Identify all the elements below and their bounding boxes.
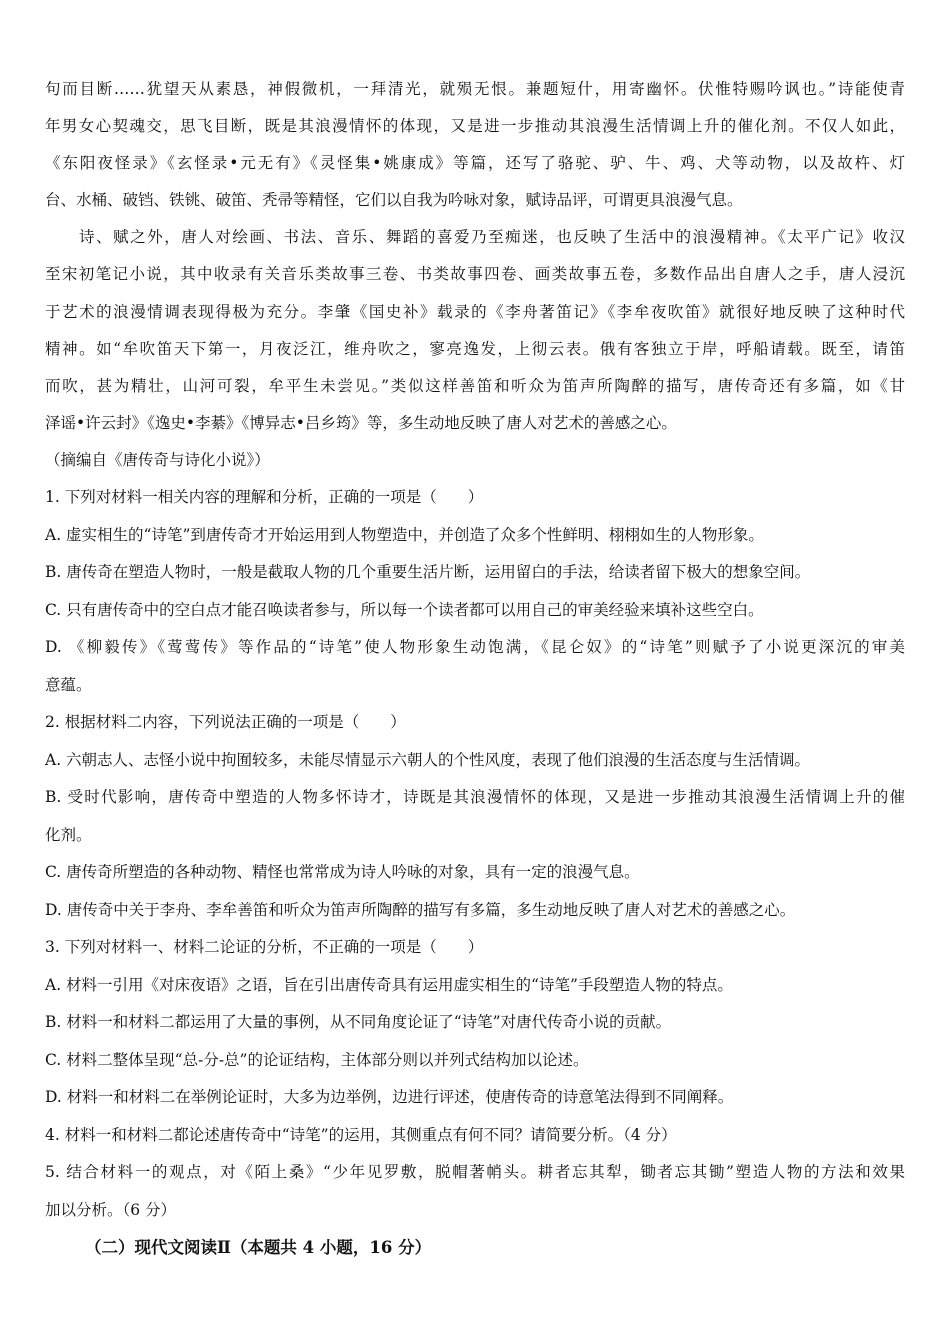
source-citation: （摘编自《唐传奇与诗化小说》） (45, 451, 270, 469)
question-1-option-d-cont: 意蕴。 (45, 676, 92, 694)
question-2-stem: 2. 根据材料二内容，下列说法正确的一项是（ ） (45, 713, 406, 731)
question-3-option-b: B. 材料一和材料二都运用了大量的事例，从不同角度论证了“诗笔”对唐代传奇小说的贡献。 (45, 1013, 672, 1031)
passage-line: 泽谣•许云封》《逸史•李綦》《博异志•吕乡筠》等，多生动地反映了唐人对艺术的善感之心。 (45, 414, 677, 432)
question-2-option-b: B. 受时代影响，唐传奇中塑造的人物多怀诗才，诗既是其浪漫情怀的体现，又是进一步推动其浪漫生活情调上升的催 (45, 788, 905, 806)
passage-line: 至宋初笔记小说，其中收录有关音乐类故事三卷、书类故事四卷、画类故事五卷，多数作品出自唐人之手，唐人浸沉 (45, 265, 905, 283)
question-3-option-d: D. 材料一和材料二在举例论证时，大多为边举例，边进行评述，使唐传奇的诗意笔法得到不同阐释。 (45, 1088, 734, 1106)
question-1-option-a: A. 虚实相生的“诗笔”到唐传奇才开始运用到人物塑造中，并创造了众多个性鲜明、栩栩如生的人物形象。 (45, 526, 764, 544)
passage-line: 诗、赋之外，唐人对绘画、书法、音乐、舞蹈的喜爱乃至痴迷，也反映了生活中的浪漫精神。《太平广记》收汉 (79, 228, 905, 246)
question-5-cont: 加以分析。（6 分） (45, 1201, 177, 1219)
question-2-option-b-cont: 化剂。 (45, 826, 92, 844)
passage-line: 《东阳夜怪录》《玄怪录•元无有》《灵怪集•姚康成》等篇，还写了骆驼、驴、牛、鸡、犬等动物，以及故杵、灯 (45, 154, 905, 172)
question-1-option-c: C. 只有唐传奇中的空白点才能召唤读者参与，所以每一个读者都可以用自己的审美经验来填补这些空白。 (45, 601, 764, 619)
passage-line: 台、水桶、破铛、铁铫、破笛、秃帚等精怪，它们以自我为吟咏对象，赋诗品评，可谓更具浪漫气息。 (45, 191, 743, 209)
passage-line: 于艺术的浪漫情调表现得极为充分。李肇《国史补》载录的《李舟著笛记》《李牟夜吹笛》就很好地反映了这种时代 (45, 303, 905, 321)
question-5: 5. 结合材料一的观点，对《陌上桑》“少年见罗敷，脱帽著帩头。耕者忘其犁，锄者忘其锄”塑造人物的方法和效果 (45, 1163, 905, 1181)
question-1-stem: 1. 下列对材料一相关内容的理解和分析，正确的一项是（ ） (45, 488, 484, 506)
question-3-stem: 3. 下列对材料一、材料二论证的分析，不正确的一项是（ ） (45, 938, 484, 956)
question-3-option-c: C. 材料二整体呈现“总-分-总”的论证结构，主体部分则以并列式结构加以论述。 (45, 1051, 589, 1069)
passage-line: 而吹，甚为精壮，山河可裂，牟平生未尝见。”类似这样善笛和听众为笛声所陶醉的描写，唐传奇还有多篇，如《甘 (45, 377, 905, 395)
passage-line: 句而目断……犹望天从素恳，神假微机，一拜清光，就殒无恨。兼题短什，用寄幽怀。伏惟特赐吟讽也。”诗能使青 (45, 80, 905, 98)
question-1-option-b: B. 唐传奇在塑造人物时，一般是截取人物的几个重要生活片断，运用留白的手法，给读者留下极大的想象空间。 (45, 563, 811, 581)
question-2-option-a: A. 六朝志人、志怪小说中拘囿较多，未能尽情显示六朝人的个性风度，表现了他们浪漫的生活态度与生活情调。 (45, 751, 811, 769)
question-3-option-a: A. 材料一引用《对床夜语》之语，旨在引出唐传奇具有运用虚实相生的“诗笔”手段塑造人物的特点。 (45, 976, 733, 994)
question-2-option-d: D. 唐传奇中关于李舟、李牟善笛和听众为笛声所陶醉的描写有多篇，多生动地反映了唐人对艺术的善感之心。 (45, 901, 796, 919)
question-2-option-c: C. 唐传奇所塑造的各种动物、精怪也常常成为诗人吟咏的对象，具有一定的浪漫气息。 (45, 863, 640, 881)
question-1-option-d: D. 《柳毅传》《莺莺传》等作品的“诗笔”使人物形象生动饱满，《昆仑奴》的“诗笔”则赋予了小说更深沉的审美 (45, 638, 905, 656)
question-4: 4. 材料一和材料二都论述唐传奇中“诗笔”的运用，其侧重点有何不同？请简要分析。（4 分） (45, 1126, 677, 1144)
passage-line: 年男女心契魂交，思飞目断，既是其浪漫情怀的体现，又是进一步推动其浪漫生活情调上升的催化剂。不仅人如此， (45, 117, 905, 135)
section-heading: （二）现代文阅读Ⅱ（本题共 4 小题，16 分） (85, 1238, 432, 1257)
passage-line: 精神。如“牟吹笛天下第一，月夜泛江，维舟吹之，寥亮逸发，上彻云表。俄有客独立于岸，呼船请载。既至，请笛 (45, 340, 905, 358)
